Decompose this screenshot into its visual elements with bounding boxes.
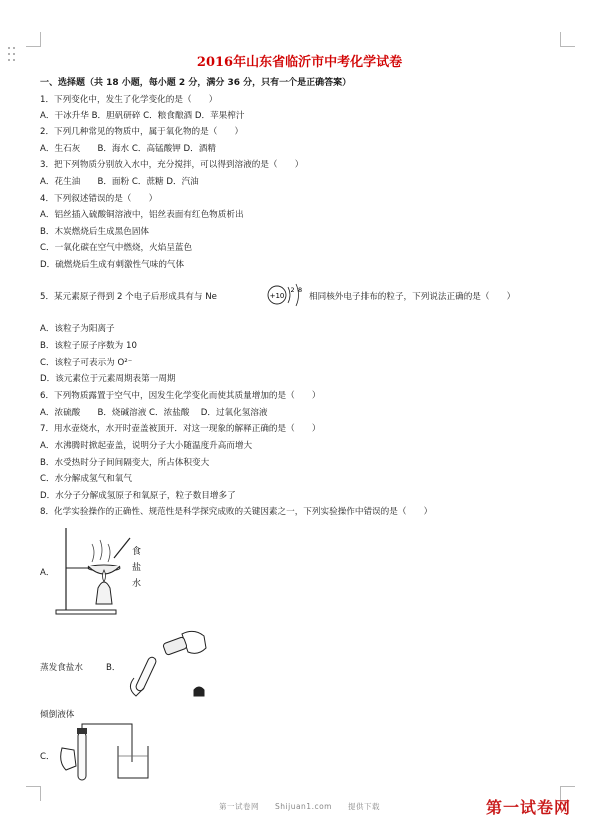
text-line: 4．下列叙述错误的是（ ） <box>40 194 158 204</box>
salt-water-label-2: 盐 <box>132 563 142 573</box>
flame-icon <box>103 570 106 582</box>
text-line: A．水沸腾时掀起壶盖，说明分子大小随温度升高而增大 <box>40 441 253 451</box>
salt-water-label-3: 水 <box>132 579 142 589</box>
text-line: 6．下列物质露置于空气中，因发生化学变化而使其质量增加的是（ ） <box>40 391 321 401</box>
text-line: C．一氧化碳在空气中燃烧，火焰呈蓝色 <box>40 243 193 253</box>
steam-lines <box>92 540 110 562</box>
atom-structure-diagram <box>266 280 306 310</box>
beaker <box>118 746 148 778</box>
footer-text: 第一试卷网 Shijuan1.com 提供下载 <box>219 802 380 811</box>
shell-2-count: 8 <box>298 286 303 294</box>
pouring-liquid-figure <box>124 626 214 706</box>
iron-stand-base <box>56 610 116 614</box>
text-line: A．浓硫酸 B．烧碱溶液 C．浓盐酸 D．过氧化氢溶液 <box>40 408 268 418</box>
option-b-letter: B． <box>106 663 121 673</box>
text-line: A．铝丝插入硫酸铜溶液中，铝丝表面有红色物质析出 <box>40 210 244 220</box>
option-c-letter: C． <box>40 752 55 762</box>
text-line: 2．下列几种常见的物质中，属于氧化物的是（ ） <box>40 127 244 137</box>
text-line: A．生石灰 B．海水 C．高锰酸钾 D．酒精 <box>40 144 216 154</box>
text-line: 3．把下列物质分别放入水中，充分搅拌，可以得到溶液的是（ ） <box>40 160 304 170</box>
text-line: A．花生油 B．面粉 C．蔗糖 D．汽油 <box>40 177 199 187</box>
large-test-tube <box>78 732 86 780</box>
shell-1-count: 2 <box>290 286 295 294</box>
nucleus-charge: +10 <box>269 292 285 300</box>
q5-text-after: 相同核外电子排布的粒子，下列说法正确的是（ ） <box>309 292 516 302</box>
glass-rod <box>114 538 130 558</box>
bottle-stopper <box>194 687 204 696</box>
text-line: 1．下列变化中，发生了化学变化的是（ ） <box>40 95 218 105</box>
evaporation-apparatus-figure <box>52 524 152 616</box>
text-line: 7．用水壶烧水，水开时壶盖被顶开．对这一现象的解释正确的是（ ） <box>40 424 321 434</box>
hand-gripping-tube <box>61 748 76 770</box>
text-line: B．水受热时分子间间隔变大，所占体积变大 <box>40 458 210 468</box>
page-title: 2016年山东省临沂市中考化学试卷 <box>196 55 403 70</box>
salt-water-label-1: 食 <box>132 547 142 557</box>
crop-mark-top-right <box>560 32 575 47</box>
option-a-letter: A． <box>40 568 55 578</box>
option-b-caption: 倾倒液体 <box>40 710 75 720</box>
text-line: A．干冰升华 B．胆矾研碎 C．粮食酿酒 D．苹果榨汁 <box>40 111 245 121</box>
option-a-caption: 蒸发食盐水 <box>40 663 83 673</box>
text-line: C．该粒子可表示为 O²⁻ <box>40 358 133 368</box>
test-tube <box>135 656 157 692</box>
brand-logo: 第一试卷网 <box>486 798 572 817</box>
text-line: B．该粒子原子序数为 10 <box>40 341 137 351</box>
text-line: B．木炭燃烧后生成黑色固体 <box>40 227 150 237</box>
crop-mark-bottom-left <box>26 786 41 801</box>
crop-mark-top-left <box>26 32 41 47</box>
text-line: D．水分子分解成氢原子和氧原子，粒子数目增多了 <box>40 491 236 501</box>
alcohol-lamp <box>96 582 112 604</box>
text-line: D．硫燃烧后生成有刺激性气味的气体 <box>40 260 185 270</box>
airtightness-check-figure <box>56 722 156 784</box>
text-line: C．水分解成氢气和氧气 <box>40 474 132 484</box>
text-line: 8．化学实验操作的正确性、规范性是科学探究成败的关键因素之一，下列实验操作中错误的是（ ） <box>40 507 433 517</box>
rubber-stopper <box>77 728 87 734</box>
section-heading: 一、选择题（共 18 小题，每小题 2 分，满分 36 分，只有一个是正确答案） <box>40 78 352 88</box>
q5-text-before: 5．某元素原子得到 2 个电子后形成具有与 Ne <box>40 292 217 302</box>
reagent-bottle <box>163 637 188 656</box>
text-line: A．该粒子为阳离子 <box>40 324 115 334</box>
text-line: D．该元素位于元素周期表第一周期 <box>40 374 176 384</box>
